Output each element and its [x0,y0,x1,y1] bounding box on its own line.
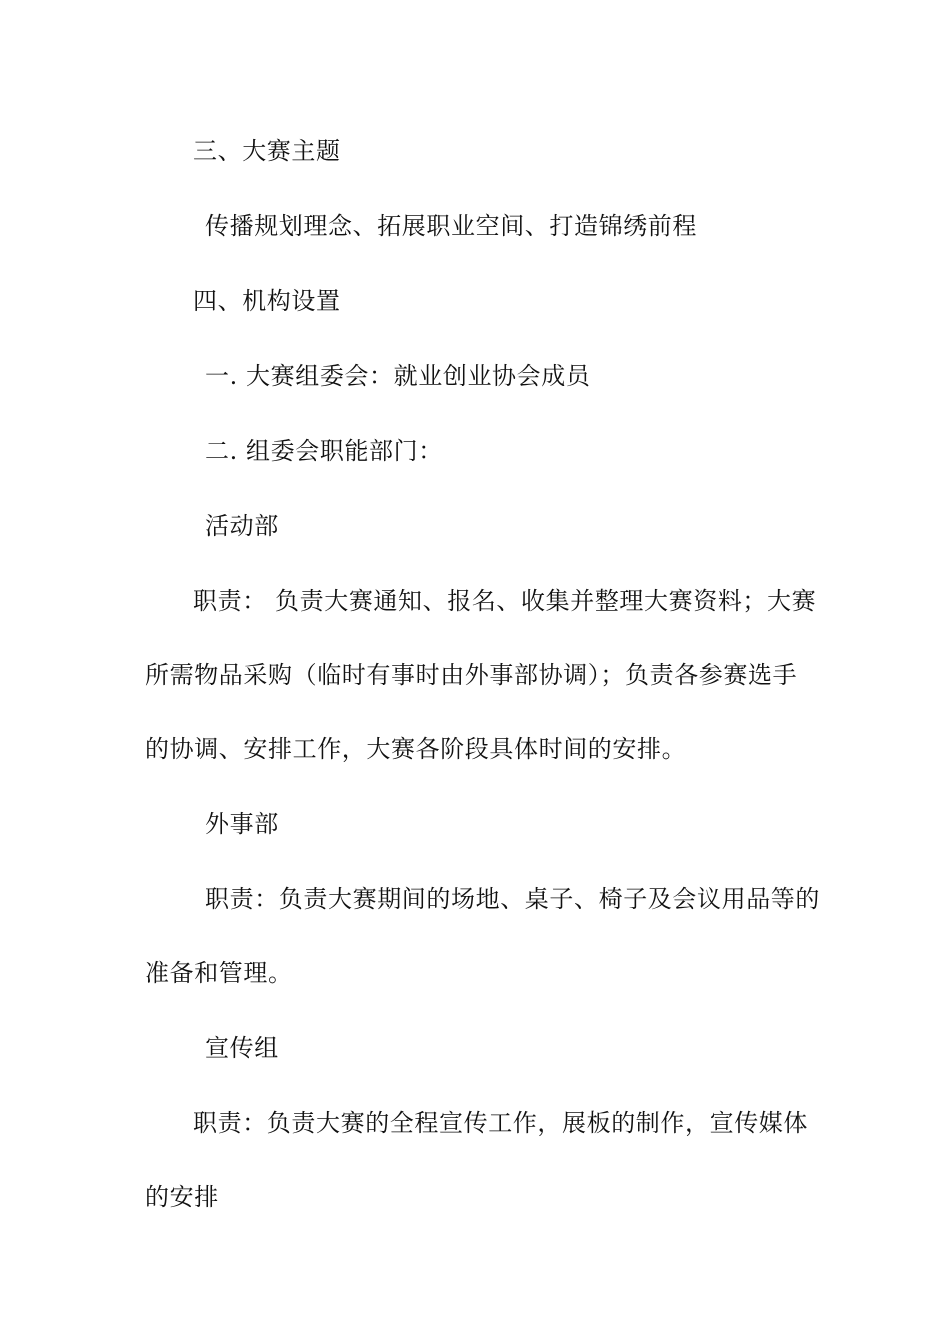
item-functional-departments: 二. 组委会职能部门： [205,437,443,465]
publicity-group-duty-line2: 的安排 [145,1183,219,1211]
external-dept-duty-line1: 职责：负责大赛期间的场地、桌子、椅子及会议用品等的 [205,885,820,913]
activity-dept-duty-line2: 所需物品采购（临时有事时由外事部协调）；负责各参赛选手 [145,661,798,689]
publicity-group-duty-line1: 职责：负责大赛的全程宣传工作，展板的制作，宣传媒体 [193,1109,808,1137]
activity-dept-duty-line1: 职责： 负责大赛通知、报名、收集并整理大赛资料；大赛 [193,587,817,615]
external-dept-duty-line2: 准备和管理。 [145,959,293,987]
publicity-group-name: 宣传组 [205,1034,279,1062]
section4-heading: 四、机构设置 [193,287,341,315]
item-organizing-committee: 一. 大赛组委会：就业创业协会成员 [205,362,591,390]
external-dept-name: 外事部 [205,810,279,838]
section3-heading: 三、大赛主题 [193,137,341,165]
section3-theme: 传播规划理念、拓展职业空间、打造锦绣前程 [205,212,697,240]
activity-dept-name: 活动部 [205,512,279,540]
activity-dept-duty-line3: 的协调、安排工作，大赛各阶段具体时间的安排。 [145,735,687,763]
